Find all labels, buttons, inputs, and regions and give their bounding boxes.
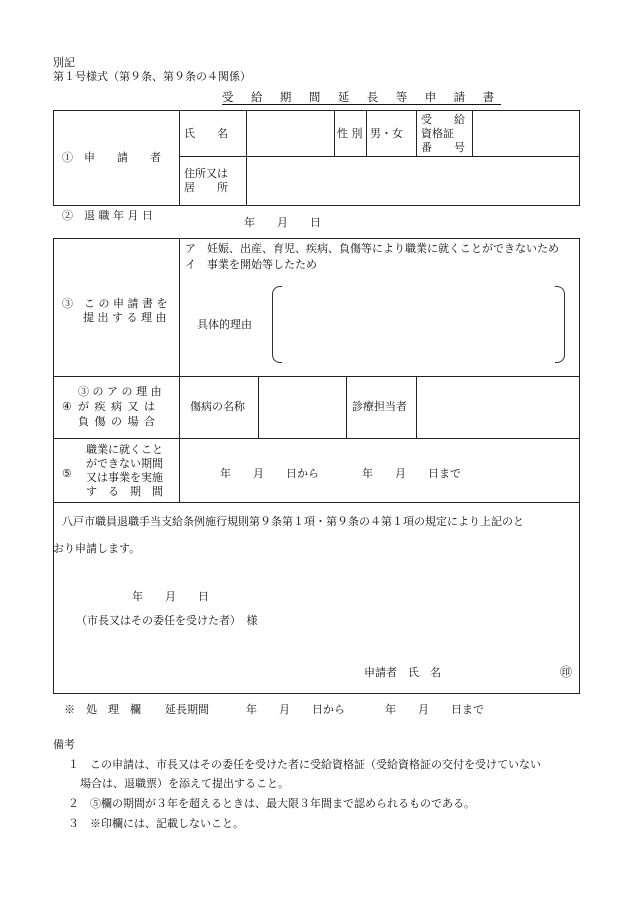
- cert-label-1: 受 給: [421, 113, 465, 126]
- note-item-2: ２ ⑤欄の期間が３年を超えるときは、最大限３年間まで認められるものである。: [68, 797, 475, 810]
- declaration-date[interactable]: 年 月 日: [132, 590, 209, 603]
- period-label-3: 又は事業を実施: [86, 471, 163, 484]
- name-label: 氏 名: [184, 127, 228, 140]
- sex-options[interactable]: 男・女: [370, 127, 403, 140]
- illness-num: ④: [62, 400, 72, 413]
- sex-label: 性 別: [337, 127, 363, 140]
- processing-from: 年 月 日から: [246, 703, 345, 716]
- period-label-2: ができない期間: [86, 457, 163, 470]
- appendix-label: 別記: [53, 56, 75, 69]
- cert-label-3: 番 号: [421, 141, 465, 154]
- cert-number-field[interactable]: [475, 112, 577, 154]
- period-from[interactable]: 年 月 日から: [220, 467, 319, 480]
- note-item-1-cont: 場合は、退職票）を添えて提出すること。: [80, 777, 289, 790]
- seal-icon: ㊞: [560, 665, 573, 679]
- note-item-1: １ この申請は、市長又はその委任を受けた者に受給資格証（受給資格証の交付を受けていない: [68, 758, 541, 771]
- reason-option-b[interactable]: イ 事業を開始等したため: [185, 258, 317, 271]
- illness-label-1: ③のアの理由: [78, 385, 166, 398]
- reason-label-1: ③ こ の 申 請 書 を: [62, 297, 168, 310]
- period-num: ⑤: [62, 467, 72, 480]
- illness-label-3: 負傷の場合: [78, 415, 161, 428]
- address-field[interactable]: [249, 158, 577, 204]
- specific-reason-field[interactable]: [284, 288, 552, 361]
- illness-name-label: 傷病の名称: [190, 400, 245, 413]
- retirement-date-value[interactable]: 年 月 日: [244, 216, 321, 229]
- retirement-date-label: ② 退 職 年 月 日: [62, 209, 153, 222]
- address-label-2: 居 所: [184, 181, 228, 194]
- form-number: 第１号様式（第９条、第９条の４関係）: [53, 70, 251, 83]
- extension-label: 延長期間: [165, 703, 209, 716]
- addressee: （市長又はその委任を受けた者） 様: [76, 614, 258, 627]
- period-label-4: す る 期 間: [86, 485, 163, 498]
- illness-label-2: が疾病又は: [78, 400, 161, 413]
- note-item-3: ３ ※印欄には、記載しないこと。: [68, 817, 244, 830]
- doctor-label: 診療担当者: [352, 400, 407, 413]
- declaration-text-2: おり申請します。: [53, 542, 141, 555]
- illness-name-field[interactable]: [261, 378, 344, 436]
- address-label-1: 住所又は: [184, 167, 228, 180]
- doctor-field[interactable]: [419, 378, 577, 436]
- right-bracket: [555, 286, 565, 363]
- form-title: 受 給 期 間 延 長 等 申 請 書: [222, 90, 501, 104]
- specific-reason-label: 具体的理由: [197, 318, 252, 331]
- processing-to: 年 月 日まで: [385, 703, 484, 716]
- signer-label: 申請者 氏 名: [364, 666, 441, 679]
- name-field[interactable]: [249, 112, 333, 154]
- reason-option-a[interactable]: ア 妊娠、出産、育児、疾病、負傷等により職業に就くことができないため: [185, 242, 559, 255]
- period-label-1: 職業に就くこと: [86, 443, 163, 456]
- declaration-text-1: 八戸市職員退職手当支給条例施行規則第９条第１項・第９条の４第１項の規定により上記のと: [62, 515, 524, 528]
- left-bracket: [272, 286, 282, 363]
- period-to[interactable]: 年 月 日まで: [362, 467, 461, 480]
- applicant-label: ① 申 請 者: [62, 151, 161, 164]
- cert-label-2: 資格証: [421, 127, 454, 140]
- processing-label: ※ 処 理 欄: [64, 703, 141, 716]
- reason-label-2: 提 出 す る 理 由: [83, 311, 167, 324]
- notes-heading: 備考: [53, 738, 75, 751]
